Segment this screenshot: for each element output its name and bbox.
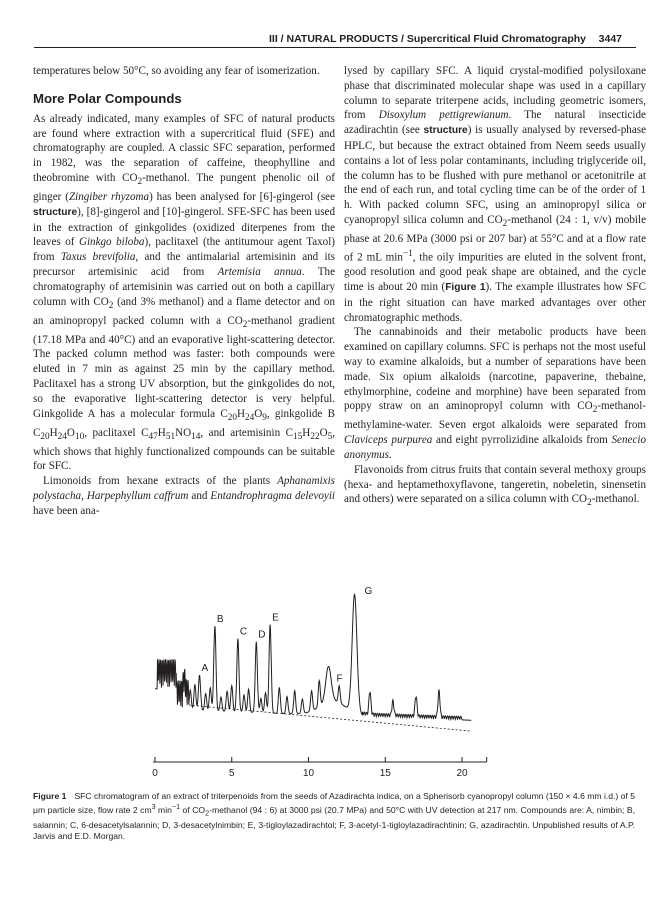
left-column	[33, 64, 335, 519]
figure-caption: Figure 1 SFC chromatogram of an extract of triterpenoids from the seeds of Azadirachta indica, on a Spherisorb cyanopropyl column (150 × 4.6 mm i.d.) of 5 μm particle size, flow rate 2 $cm^3$ $\min^{-1}$ of $CO_2$-methanol (94 : 6) at 3000 psi (20.7 MPa) and 50°C with UV detection at 217 nm. Compounds are: A, nimbin; B, salannin; C, 6-desacetylsalannin; D, 3-desacetylnimbin; E, 3-tigloylazadirachtol; F, 3-acetyl-1-tigloylazadirachtinin; G, azadirachtin. Unpublished results of A.P. Jarvis and E.D. Morgan.	[33, 791, 635, 841]
x-tick-label-0: 0	[152, 768, 158, 779]
peak-label-g: G	[364, 586, 373, 598]
figure-label: Figure 1	[33, 791, 67, 801]
section-heading: More Polar Compounds	[33, 90, 182, 106]
x-tick-label-5: 5	[228, 768, 235, 779]
right-paragraph-3: Flavonoids from citrus fruits that contain several methoxy groups (hexa- and heptamethoxyflavone, tangeretin, nobeletin, sinensetin and others) were separated on a silica column with $CO_2$-methanol.	[344, 463, 646, 509]
peak-label-f: F	[336, 673, 343, 685]
x-tick-label-10: 10	[302, 768, 315, 779]
left-paragraph-2: Limonoids from hexane extracts of the plants Aphanamixis polystacha, Harpephyllum caffrum and Entandrophragma delevoyii have been ana-	[33, 475, 336, 517]
chromatogram-trace	[155, 594, 471, 720]
baseline-dashed	[189, 705, 470, 731]
left-paragraph-1: As already indicated, many examples of SFC of natural products are found where extraction with a supercritical fluid (SFE) and chromatography are coupled. A classic SFC separation, performed in 1982, was the separation of caffeine, theophylline and theobromine with $CO_2$-methanol. The pungent phenolic oil of ginger (Zingiber rhyzoma) has been analysed for [6]-gingerol (see structure), [8]-gingerol and [10]-gingerol. SFE-SFC has been used in the extraction of ginkgolides (oxidized diterpenes from the leaves of Ginkgo biloba), paclitaxel (the antitumour agent Taxol) from Taxus brevifolia, and the antimalarial artemisinin and its precursor artemisinic acid from Artemisia annua. The chromatography of artemisinin was carried out on both a capillary column with $CO_2$ (and 3% methanol) and a flame detector and on an aminopropyl packed column with a $CO_2$-methanol gradient (17.18 MPa and 40°C) and an evaporative light-scattering detector. The packed column method was faster: both compounds were eluted in 7 min as against 25 min by the capillary method. Paclitaxel has a strong UV absorption, but the ginkgolides do not, so the evaporative light-scattering detector is very helpful. Ginkgolide A has a molecular formula $C_{20}H_{24}O_9$, ginkgolide B $C_{20}H_{24}O_{10}$, paclitaxel $C_{47}H_{51}NO_{14}$, and artemisinin $C_{15}H_{22}O_5$, which shows that highly functionalized compounds can be suitable for SFC.	[33, 112, 336, 473]
left-intro-paragraph: temperatures below 50°C, so avoiding any fear of isomerization.	[33, 65, 320, 77]
right-column	[344, 64, 646, 511]
running-title: III / NATURAL PRODUCTS / Supercritical Fluid Chromatography	[269, 33, 586, 45]
peak-label-a: A	[201, 663, 209, 675]
right-paragraph-1: lysed by capillary SFC. A liquid crystal-modified polysiloxane phase that discriminated molecular shape was used in a capillary column to separate triterpene acids, including geometric isomers, from Disoxylum pettigrewianum. The natural insecticide azadirachtin (see structure) is usually analysed by reversed-phase HPLC, but because the extract obtained from Neem seeds usually contains a lot of less polar contaminants, including triglyceride oil, the column has to be flushed with pure methanol or acetonitrile at the end of each run, and total cycling time can be of the order of 1 h. With packed column SFC, using an aminopropyl silica or cyanopropyl silica column and $CO_2$-methanol (24 : 1, v/v) mobile phase at 20.6 MPa (3000 psi or 207 bar) at 55°C and at a flow rate of 2 mL $\min^{-1}$, the oily impurities are eluted in the solvent front, good resolution and good peak shape are obtained, and the cycle time is about 20 min (Figure 1). The example illustrates how SFC in the right situation can have marked advantages over other chromatographic methods.	[344, 65, 646, 324]
x-tick-label-15: 15	[379, 768, 391, 779]
running-header	[0, 30, 668, 50]
peak-label-b: B	[216, 614, 224, 626]
chromatogram	[152, 586, 486, 779]
peak-label-c: C	[239, 626, 248, 638]
right-paragraph-2: The cannabinoids and their metabolic products have been examined on capillary columns. SFC is perhaps not the most useful way to examine alkaloids, but a number of separations have been made. Six opium alkaloids (narcotine, papaverine, thebaine, ethylmorphine, codeine and morphine) have been separated from poppy straw on an aminopropyl column with $CO_2-methanol-methylamine$-water. Seven ergot alkaloids were separated from Claviceps purpurea and eight pyrrolizidine alkaloids from Senecio anonymus.	[344, 326, 646, 462]
header-rule	[34, 47, 636, 48]
peak-label-d: D	[258, 629, 266, 641]
page-number: 3447	[598, 33, 622, 45]
x-tick-label-20: 20	[456, 768, 468, 779]
peak-label-e: E	[272, 612, 279, 624]
